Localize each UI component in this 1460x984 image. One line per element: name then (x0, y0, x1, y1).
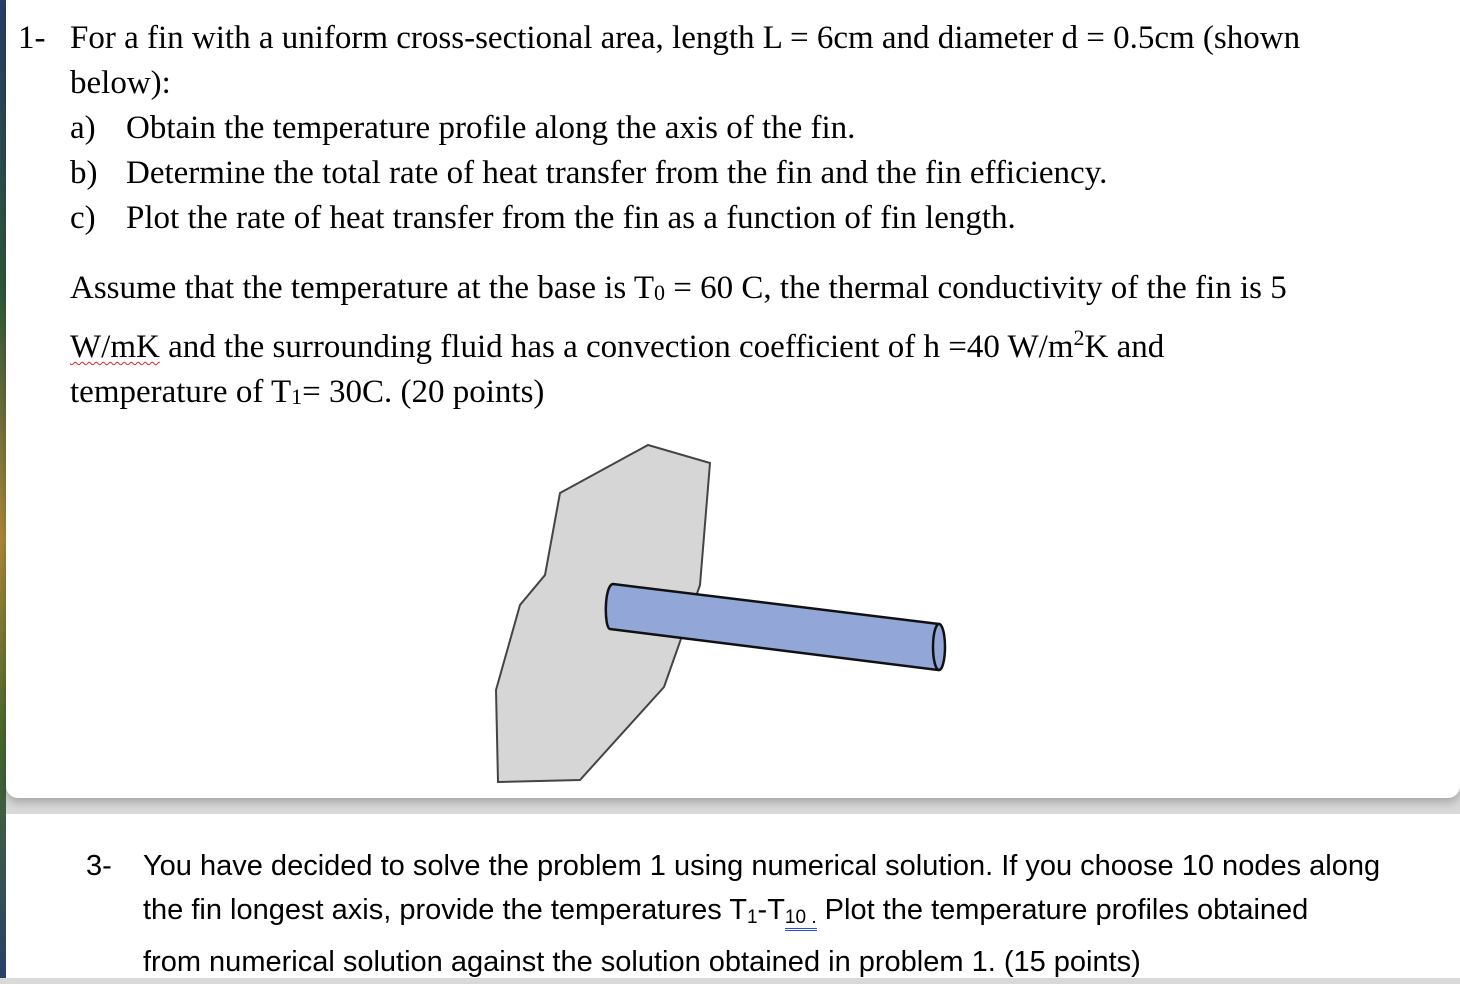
part-c-label: c) (70, 200, 96, 236)
assumptions-line-1 (70, 266, 1430, 315)
squared-superscript: 2 (1073, 325, 1085, 350)
question-1-part-a (70, 106, 1440, 151)
assumptions-text: K and (1084, 329, 1165, 365)
assumptions-text: = 30C. (20 points) (302, 374, 545, 410)
question-1-intro-line-2: below): (70, 65, 171, 101)
assumptions-text: temperature of T (70, 374, 292, 410)
part-a-label: a) (70, 110, 96, 146)
fin-tip (933, 624, 945, 670)
part-c-text: Plot the rate of heat transfer from the fin as a function of fin length. (126, 200, 1016, 236)
part-b-label: b) (70, 155, 98, 191)
assumptions-text: Assume that the temperature at the base is T (70, 270, 655, 306)
question-1-number: 1- (18, 20, 46, 56)
assumptions-text: = 60 C, the thermal conductivity of the fin is 5 (665, 270, 1287, 306)
question-3-text: -T (757, 894, 785, 926)
node-10-subscript: 10 . (785, 907, 817, 931)
question-3-text: Plot the temperature profiles obtained (816, 894, 1309, 926)
question-1-body (70, 16, 1440, 241)
question-3-text: the fin longest axis, provide the temperatures T (143, 894, 747, 926)
part-a-text: Obtain the temperature profile along the axis of the fin. (126, 110, 856, 146)
spellcheck-unit-word: W/mK (70, 329, 160, 365)
question-3-body (143, 844, 1453, 984)
question-3-line-3: from numerical solution against the solution obtained in problem 1. (15 points) (143, 946, 1141, 978)
question-3-number: 3- (86, 850, 112, 882)
base-temperature-subscript: 0 (654, 280, 666, 305)
question-3-line-2 (143, 888, 1453, 940)
fluid-temperature-subscript: 1 (291, 384, 303, 409)
assumptions-line-2 (70, 315, 1430, 370)
node-1-subscript: 1 (746, 907, 758, 928)
question-1-part-b (70, 151, 1440, 196)
assumptions-text: and the surrounding fluid has a convection coefficient of h =40 W/m (159, 329, 1074, 365)
assumptions-line-3 (70, 370, 1430, 419)
assumptions-paragraph (70, 266, 1430, 419)
question-1-intro-line-1: For a fin with a uniform cross-sectional area, length L = 6cm and diameter d = 0.5cm (shown (70, 20, 1301, 56)
part-b-text: Determine the total rate of heat transfer from the fin and the fin efficiency. (126, 155, 1108, 191)
fin-diagram (480, 435, 960, 790)
question-3-line-1: You have decided to solve the problem 1 using numerical solution. If you choose 10 nodes along (143, 850, 1381, 882)
question-1-part-c (70, 196, 1440, 241)
